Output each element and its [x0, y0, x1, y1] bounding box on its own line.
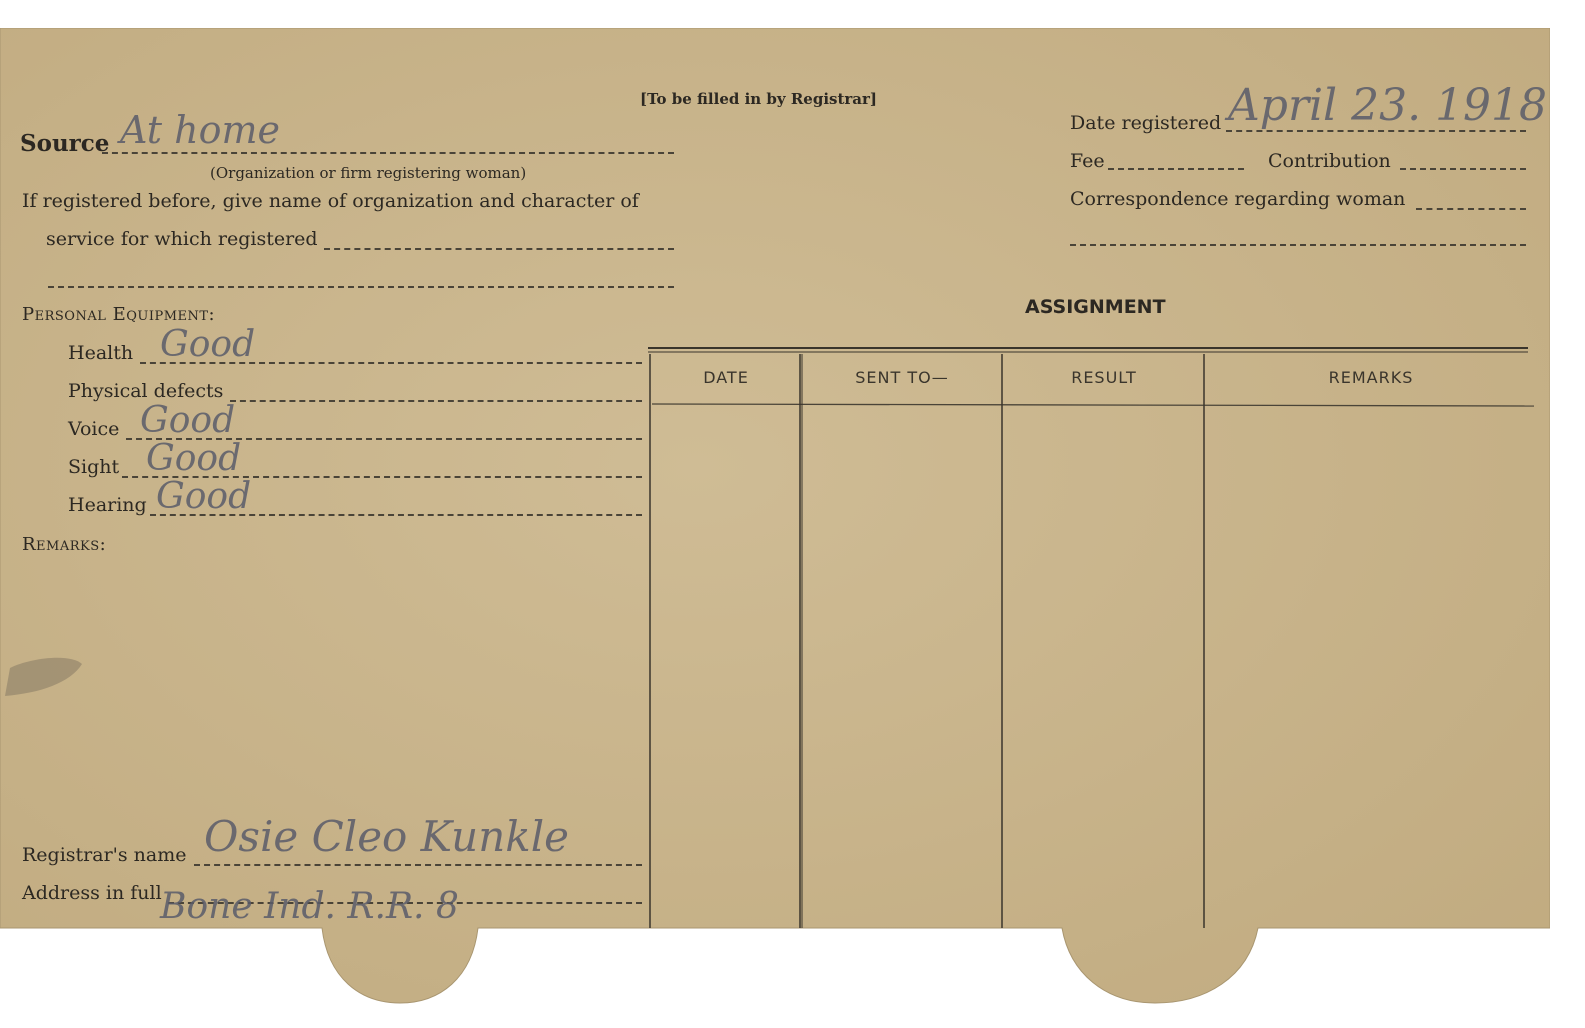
assignment-title: ASSIGNMENT: [1025, 296, 1166, 318]
health-label: Health: [68, 342, 134, 364]
remarks-label: Remarks:: [22, 534, 107, 555]
column-header-date: DATE: [703, 368, 749, 387]
sight-label: Sight: [68, 456, 120, 478]
physical-defects-line: [230, 400, 642, 402]
registered-before-line2: service for which registered: [46, 228, 318, 250]
health-value: Good: [160, 324, 256, 365]
address-value: Bone Ind. R.R. 8: [160, 886, 459, 927]
contribution-label: Contribution: [1268, 150, 1391, 172]
hearing-value: Good: [156, 476, 252, 517]
source-value: At home: [120, 108, 280, 152]
fee-label: Fee: [1070, 150, 1105, 172]
source-label: Source: [20, 130, 110, 157]
fee-line: [1108, 168, 1244, 170]
address-label: Address in full: [22, 882, 162, 904]
voice-label: Voice: [68, 418, 120, 440]
column-header-remarks: REMARKS: [1328, 368, 1414, 387]
registered-before-line: [324, 248, 674, 250]
registrar-note: [To be filled in by Registrar]: [640, 90, 878, 108]
correspondence-line-2: [1070, 244, 1526, 246]
personal-equipment-label: Personal Equipment:: [22, 304, 216, 325]
date-registered-label: Date registered: [1070, 112, 1222, 134]
registration-card: [0, 28, 1550, 1028]
voice-value: Good: [140, 400, 236, 441]
source-line: [102, 152, 674, 154]
contribution-line: [1400, 168, 1526, 170]
correspondence-label: Correspondence regarding woman: [1070, 188, 1406, 210]
registered-before-line-2: [48, 286, 674, 288]
registered-before-line1: If registered before, give name of organization and character of: [22, 190, 639, 212]
registrar-name-line: [194, 864, 642, 866]
assignment-table-lines: [640, 344, 1540, 944]
hearing-label: Hearing: [68, 494, 147, 516]
registrar-name-value: Osie Cleo Kunkle: [204, 812, 569, 861]
column-header-result: RESULT: [1071, 368, 1137, 387]
date-registered-value: April 23. 1918: [1228, 80, 1548, 131]
sight-value: Good: [146, 438, 242, 479]
registrar-name-label: Registrar's name: [22, 844, 187, 866]
source-caption: (Organization or firm registering woman): [210, 164, 527, 182]
physical-defects-label: Physical defects: [68, 380, 224, 402]
correspondence-line: [1416, 208, 1526, 210]
column-header-sent-to: SENT TO—: [855, 368, 949, 387]
